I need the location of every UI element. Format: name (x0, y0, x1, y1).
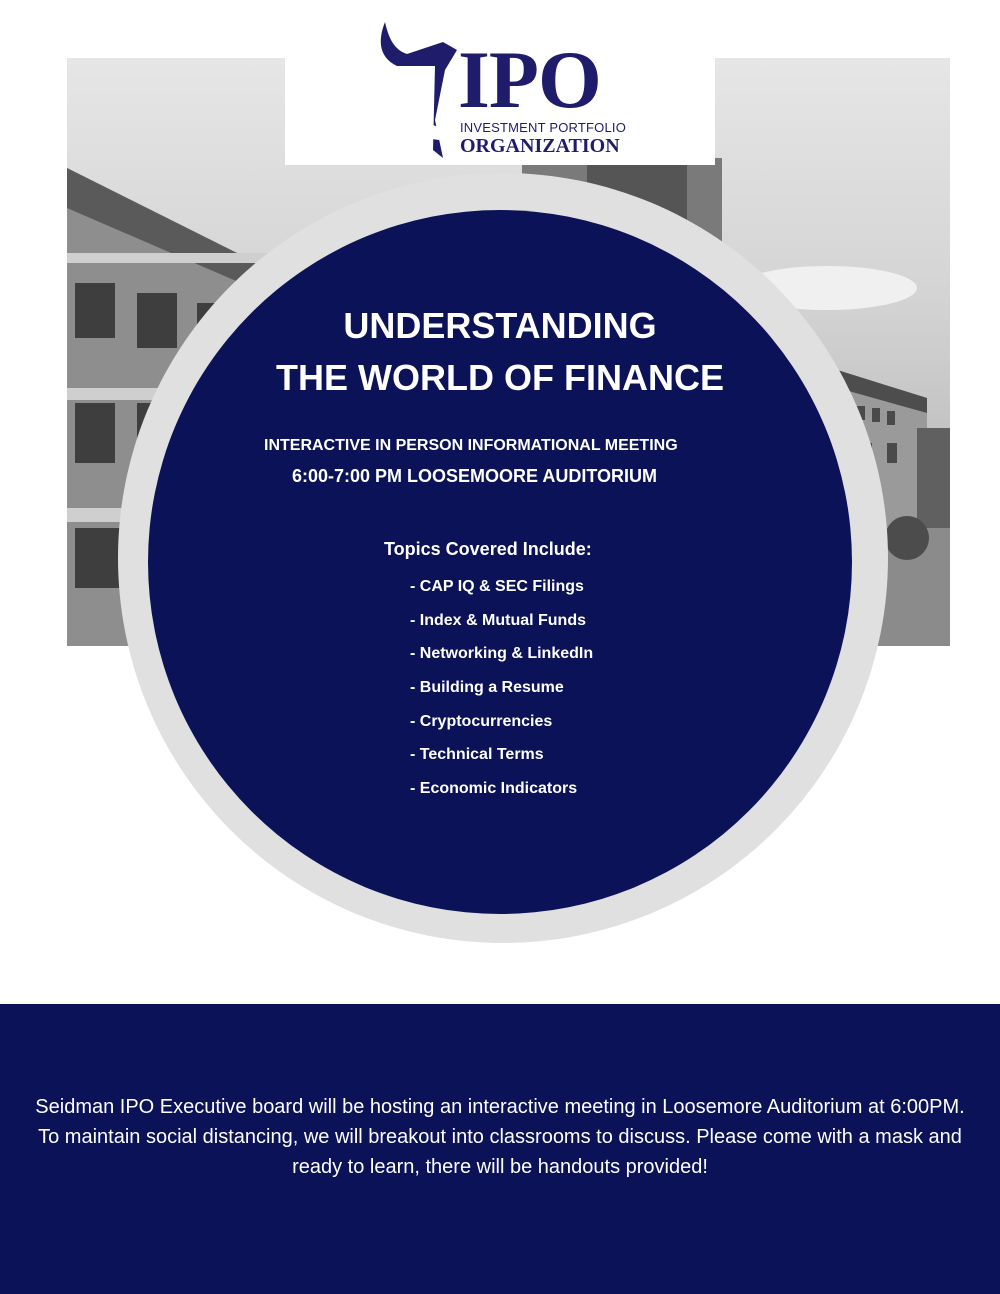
headline-line1: UNDERSTANDING (343, 305, 657, 346)
meeting-type: INTERACTIVE IN PERSON INFORMATIONAL MEETING (264, 437, 678, 454)
list-item: - Building a Resume (410, 679, 564, 697)
logo-organization: ORGANIZATION (460, 135, 620, 157)
footer-banner (0, 1004, 1000, 1294)
logo-subtitle: INVESTMENT PORTFOLIO (460, 120, 627, 135)
list-item: - Index & Mutual Funds (410, 611, 586, 629)
logo-title: IPO (458, 34, 601, 125)
footer-text: Seidman IPO Executive board will be hosting an interactive meeting in Loosemore Auditorium at 6:00PM. To maintain social distancing, we will breakout into classrooms to discuss. Please come with a mask and ready to learn, there will be handouts provided! (35, 1096, 965, 1178)
list-item: - Economic Indicators (410, 780, 578, 798)
list-item: - Technical Terms (410, 746, 544, 764)
list-item: - Networking & LinkedIn (410, 645, 594, 663)
meeting-time-location: 6:00-7:00 PM LOOSEMOORE AUDITORIUM (292, 466, 658, 486)
topics-heading: Topics Covered Include: (384, 539, 592, 559)
list-item: - Cryptocurrencies (410, 712, 553, 730)
list-item: - CAP IQ & SEC Filings (410, 578, 584, 595)
topics-list (410, 576, 593, 812)
logo-area (285, 0, 715, 165)
headline-line2: THE WORLD OF FINANCE (276, 357, 724, 398)
